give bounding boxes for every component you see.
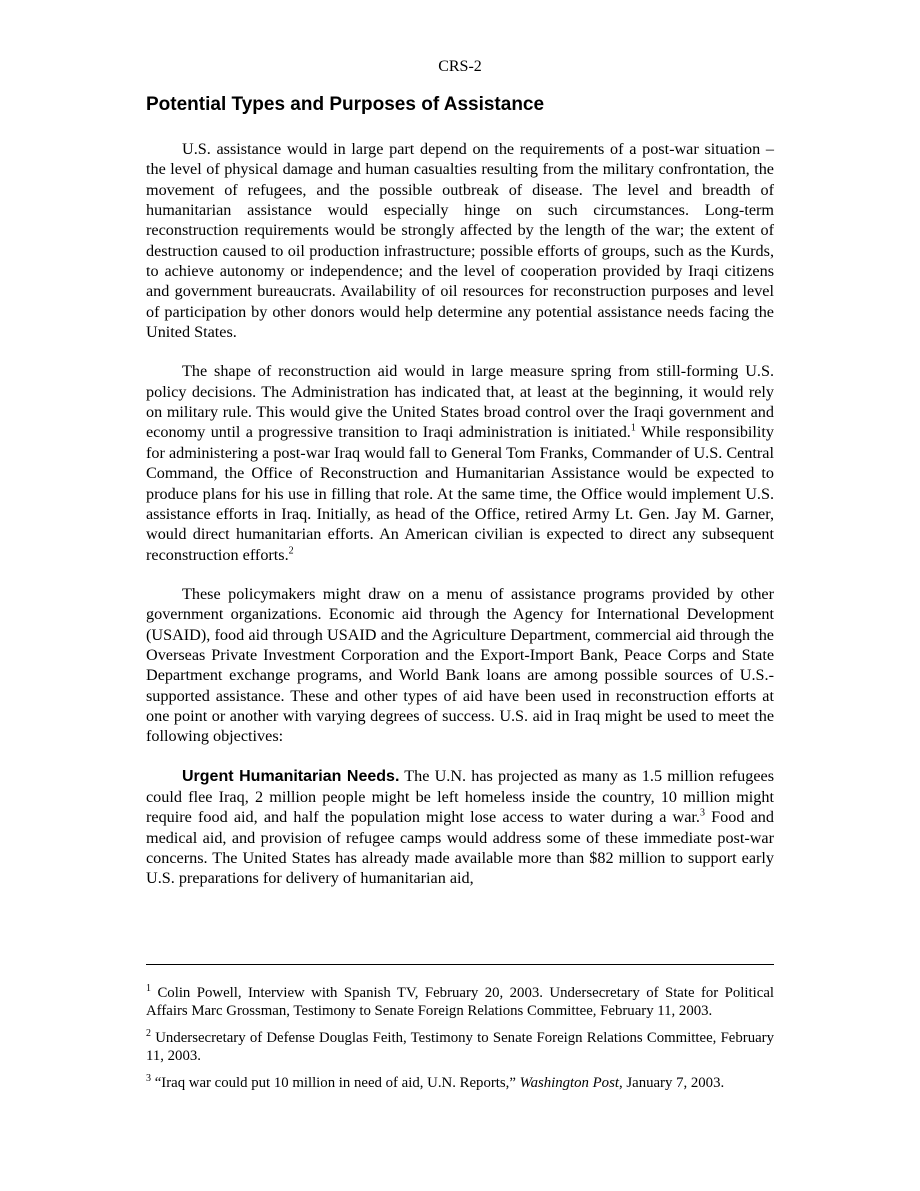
footnote-divider <box>146 964 774 965</box>
body-text <box>146 139 774 908</box>
paragraph-reconstruction-aid: The shape of reconstruction aid would in large measure spring from still-forming U.S. policy decisions. The Administration has indicated that, at least at the beginning, it would rely on military rule. This would give the United States broad control over the Iraqi government and economy until a progressive transition to Iraqi administration is initiated.$^1$ While responsibility for administering a post-war Iraq would fall to General Tom Franks, Commander of U.S. Central Command, the Office of Reconstruction and Humanitarian Assistance would be expected to produce plans for his use in filling that role. At the same time, the Office would implement U.S. assistance efforts in Iraq. Initially, as head of the Office, retired Army Lt. Gen. Jay M. Garner, would direct humanitarian efforts. An American civilian is expected to direct any subsequent reconstruction efforts.$^2$ <box>146 362 774 564</box>
footnote: $^3$ “Iraq war could put 10 million in need of aid, U.N. Reports,” Washington Post, January 7, 2003. <box>146 1073 725 1091</box>
footnotes <box>146 984 774 1101</box>
footnote: $^2$ Undersecretary of Defense Douglas Feith, Testimony to Senate Foreign Relations Committee, February 11, 2003. <box>146 1028 774 1064</box>
source-title: Washington Post <box>519 1075 619 1091</box>
run-in-heading: Urgent Humanitarian Needs. <box>182 767 400 785</box>
footnote-ref: 3 <box>699 807 705 819</box>
paragraph-assistance-programs: These policymakers might draw on a menu of assistance programs provided by other government organizations. Economic aid through the Agency for International Development (USAID), food aid through USAID and the Agriculture Department, commercial aid through the Overseas Private Investment Corporation and the Export-Import Bank, Peace Corps and State Department exchange programs, and World Bank loans are among possible sources of U.S.-supported assistance. These and other types of aid have been used in reconstruction efforts at one point or another with varying degrees of success. U.S. aid in Iraq might be used to meet the following objectives: <box>146 584 774 746</box>
paragraph-humanitarian-needs: Urgent Humanitarian Needs. The U.N. has projected as many as 1.5 million refugees could flee Iraq, 2 million people might be left homeless inside the country, 10 million might require food aid, and half the population might lose access to water during a war.$^3$ Food and medical aid, and provision of refugee camps would address some of these immediate post-war concerns. The United States has already made available more than $82 million to support early U.S. preparations for delivery of humanitarian aid, <box>146 766 775 888</box>
paragraph-assistance-requirements: U.S. assistance would in large part depend on the requirements of a post-war situation – the level of physical damage and human casualties resulting from the military confrontation, the movement of refugees, and the possible outbreak of disease. The level and breadth of humanitarian assistance would especially hinge on such circumstances. Long-term reconstruction requirements would be strongly affected by the length of the war; the extent of destruction caused to oil production infrastructure; possible efforts of groups, such as the Kurds, to achieve autonomy or independence; and the level of cooperation provided by Iraqi citizens and government bureaucrats. Availability of oil resources for reconstruction purposes and level of participation by other donors would help determine any potential assistance needs facing the United States. <box>146 140 774 342</box>
footnote-ref: 1 <box>630 423 636 435</box>
footnote-ref: 2 <box>288 545 294 557</box>
section-heading: Potential Types and Purposes of Assistance <box>146 94 545 115</box>
page-number: CRS-2 <box>438 58 482 75</box>
footnote: $^1$ Colin Powell, Interview with Spanish TV, February 20, 2003. Undersecretary of State for Political Affairs Marc Grossman, Testimony to Senate Foreign Relations Committee, February 11, 2003. <box>146 983 774 1019</box>
